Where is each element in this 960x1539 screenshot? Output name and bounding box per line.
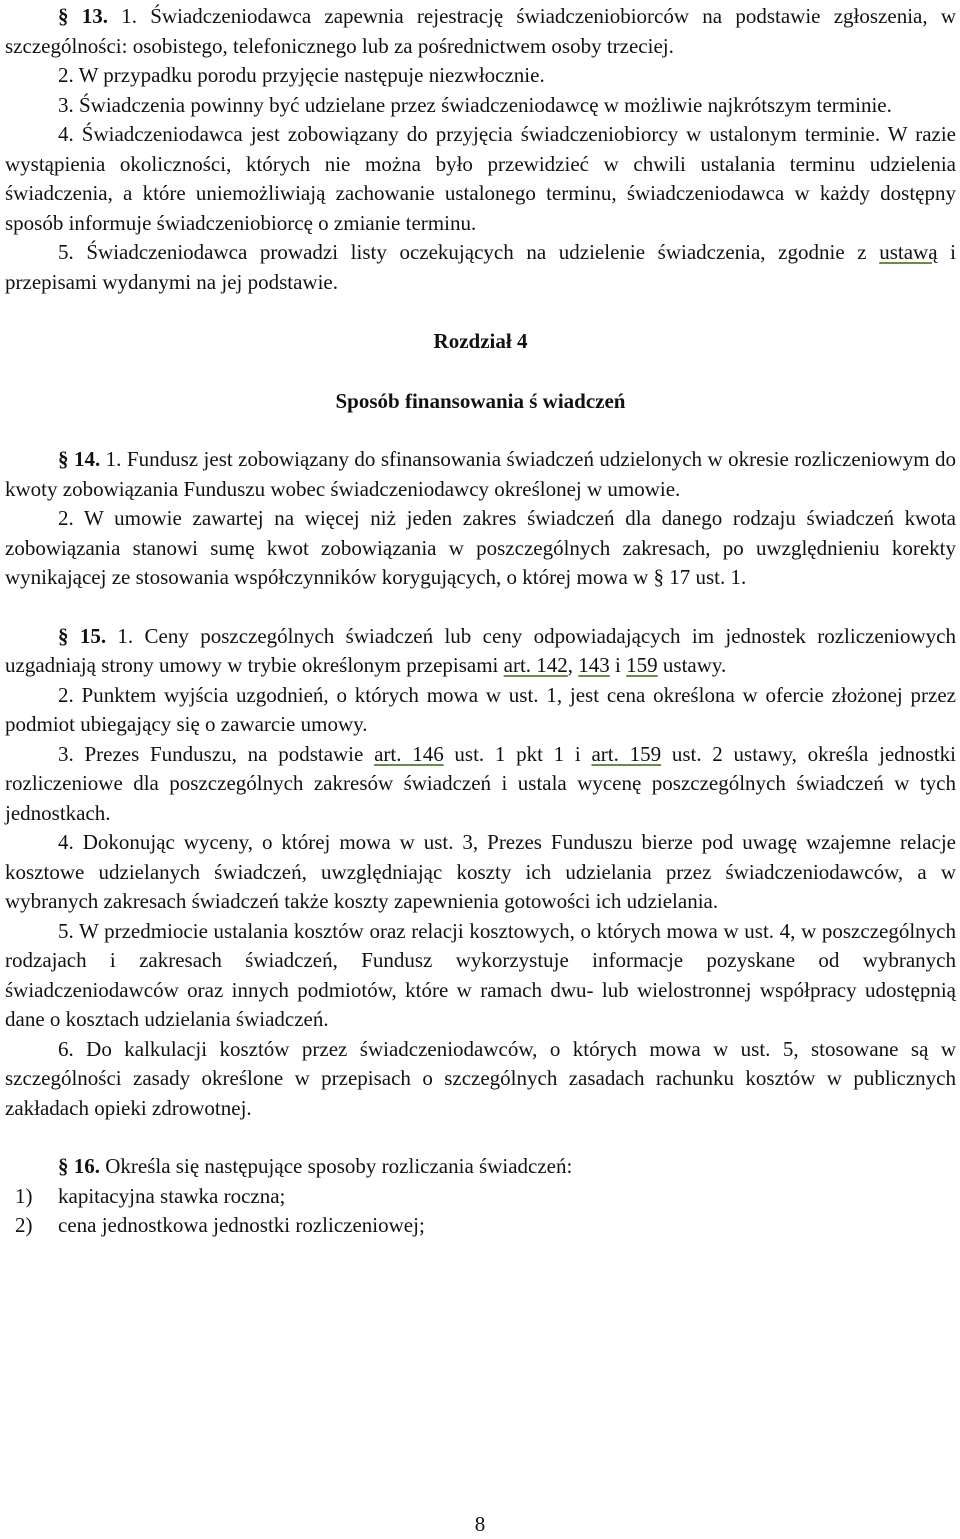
link-art-159-b[interactable]: art. 159 xyxy=(591,741,662,766)
paragraph-16: § 16. Określa się następujące sposoby rozliczania świadczeń: xyxy=(58,1154,573,1178)
chapter-title: Rozdział 4 xyxy=(433,329,528,353)
paragraph-15-4: 4. Dokonując wyceny, o której mowa w ust. 3, Prezes Funduszu bierze pod uwagę wzajemne relacje kosztowe udzielanych świadczeń, uwzględniając koszty ich udzielania przez świadczeniodawców, a w wybranych zakresach świadczeń także koszty zapewnienia gotowości ich udzielania. xyxy=(5,830,956,913)
paragraph-15-3: 3. Prezes Funduszu, na podstawie art. 146 ust. 1 pkt 1 i art. 159 ust. 2 ustawy, określa jednostki rozliczeniowe dla poszczególnych zakresów świadczeń i ustala wycenę poszczególnych świadczeń w tych jednostkach. xyxy=(5,741,956,825)
link-art-143[interactable]: 143 xyxy=(578,653,610,677)
paragraph-15-5: 5. W przedmiocie ustalania kosztów oraz relacji kosztowych, o których mowa w ust. 4, w poszczególnych rodzajach i zakresach świadczeń, Fundusz wykorzystuje informacje pozyskane od wybranych świadczeniodawców oraz innych podmiotów, które w ramach dwu- lub wielostronnej współpracy udostępnią dane o kosztach udzielania świadczeń. xyxy=(5,918,956,1031)
list-item xyxy=(5,1211,956,1241)
paragraph-13-3: 3. Świadczenia powinny być udzielane przez świadczeniodawcę w możliwie najkrótszym terminie. xyxy=(58,92,892,117)
list-item-number: 1) xyxy=(15,1183,33,1208)
paragraph-15-2: 2. Punktem wyjścia uzgodnień, o których mowa w ust. 1, jest cena określona w ofercie złożonej przez podmiot ubiegający się o zawarcie umowy. xyxy=(5,682,956,736)
link-ustawa[interactable]: ustawą xyxy=(879,240,938,264)
chapter-subtitle: Sposób finansowania ś wiadczeń xyxy=(335,388,626,413)
paragraph-15-6: 6. Do kalkulacji kosztów przez świadczeniodawców, o których mowa w ust. 5, stosowane są w szczególności zasady określone w przepisach o szczególnych zasadach rachunku kosztów w publicznych zakładach opieki zdrowotnej. xyxy=(5,1036,956,1120)
document-page xyxy=(5,0,956,1241)
list-item-text: kapitacyjna stawka roczna; xyxy=(58,1183,286,1208)
paragraph-14-1: § 14. 1. Fundusz jest zobowiązany do sfinansowania świadczeń udzielonych w okresie rozliczeniowym do kwoty zobowiązania Funduszu wobec świadczeniodawcy określonej w umowie. xyxy=(5,447,956,501)
section-number-13: § 13. xyxy=(58,4,108,28)
list-item-number: 2) xyxy=(15,1213,33,1237)
section-number-15: § 15. xyxy=(58,623,107,648)
paragraph-13-2: 2. W przypadku porodu przyjęcie następuje niezwłocznie. xyxy=(58,63,545,87)
paragraph-15-1: § 15. 1. Ceny poszczególnych świadczeń lub ceny odpowiadających im jednostek rozliczeniowych uzgadniają strony umowy w trybie określonym przepisami art. 142, 143 i 159 ustawy. xyxy=(5,623,956,677)
paragraph-13-5: 5. Świadczeniodawca prowadzi listy oczekujących na udzielenie świadczenia, zgodnie z ustawą i przepisami wydanymi na jej podstawie. xyxy=(5,240,956,294)
page-number: 8 xyxy=(474,1512,486,1536)
paragraph-13-4: 4. Świadczeniodawca jest zobowiązany do przyjęcia świadczeniobiorcy w ustalonym terminie. W razie wystąpienia okoliczności, których nie można było przewidzieć w chwili ustalania terminu udzielenia świadczenia, a które uniemożliwiają zachowanie ustalonego terminu, świadczeniodawca w każdy dostępny sposób informuje świadczeniobiorcę o zmianie terminu. xyxy=(5,122,956,235)
link-art-146[interactable]: art. 146 xyxy=(374,741,444,766)
paragraph-14-2: 2. W umowie zawartej na więcej niż jeden zakres świadczeń dla danego rodzaju świadczeń kwota zobowiązania stanowi sumę kwot zobowiązania w poszczególnych zakresach, po uwzględnieniu korekty wynikającej ze stosowania współczynników korygujących, o której mowa w § 17 ust. 1. xyxy=(5,506,956,589)
paragraph-13-1: § 13. 1. Świadczeniodawca zapewnia rejestrację świadczeniobiorców na podstawie zgłoszenia, w szczególności: osobistego, telefonicznego lub za pośrednictwem osoby trzeciej. xyxy=(5,4,957,58)
link-art-159[interactable]: 159 xyxy=(626,653,658,677)
list-item-text: cena jednostkowa jednostki rozliczeniowej; xyxy=(58,1213,425,1237)
link-art-142[interactable]: art. 142 xyxy=(503,653,568,677)
section-number-16: § 16. xyxy=(58,1154,100,1178)
list-item xyxy=(5,1182,956,1212)
section-number-14: § 14. xyxy=(58,447,101,471)
